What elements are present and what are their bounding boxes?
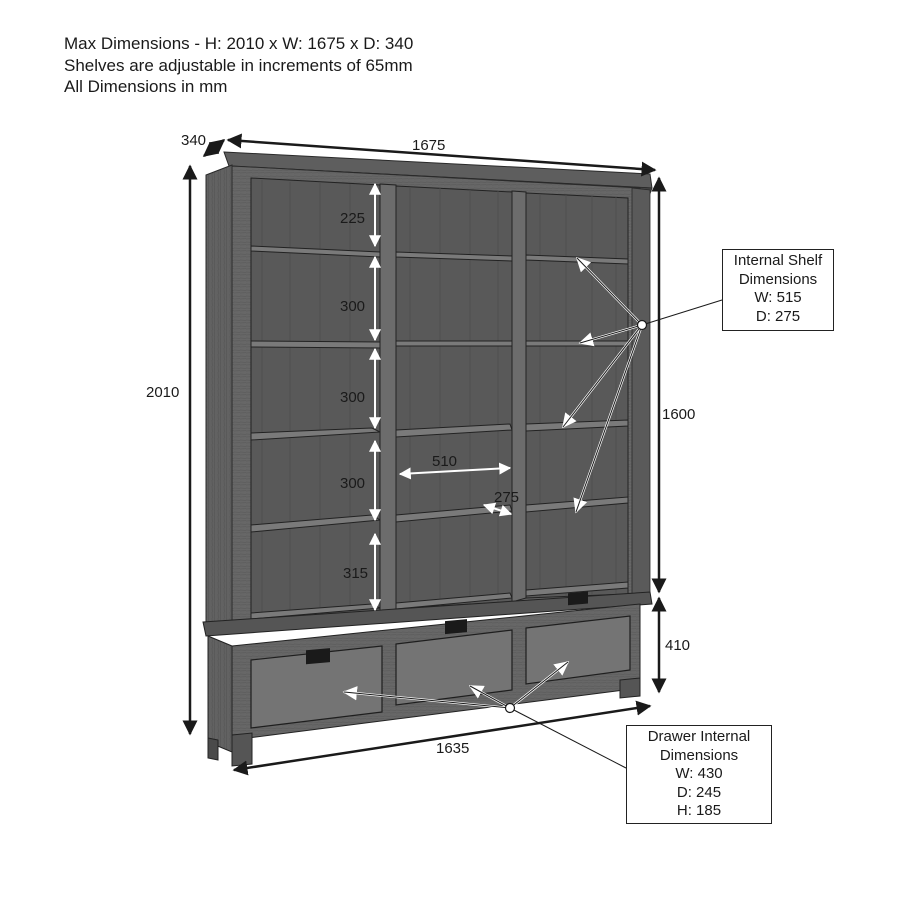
units-text: All Dimensions in mm — [64, 77, 228, 96]
base-left-side — [208, 636, 232, 752]
height-total-label: 2010 — [146, 384, 180, 401]
drawer-callout-leader — [510, 708, 626, 768]
drawer-callout-width: W: 430 — [675, 765, 723, 782]
gap1-label: 225 — [340, 210, 366, 227]
left-side-panel — [206, 165, 232, 625]
leg-front-left — [232, 733, 252, 766]
depth-line — [204, 140, 224, 156]
drawer-callout-depth: D: 245 — [676, 783, 722, 801]
width-base-label: 1635 — [436, 740, 470, 757]
bay-right — [526, 193, 628, 598]
drawer-callout-height: H: 185 — [676, 802, 722, 819]
drawer-callout-line1: Drawer Internal — [647, 728, 751, 745]
handle-right — [568, 592, 588, 606]
gap4-label: 300 — [340, 475, 366, 492]
handle-middle — [445, 619, 467, 634]
shelf-dimensions-callout — [722, 249, 834, 331]
shelves-adjustable-text: Shelves are adjustable in increments of 65mm — [64, 55, 413, 75]
max-dimensions-text: Max Dimensions - H: 2010 x W: 1675 x D: 340 — [64, 34, 414, 53]
gap5-label: 315 — [343, 565, 369, 582]
height-base-label: 410 — [665, 637, 691, 654]
inner-width-label: 510 — [432, 453, 458, 470]
leg-back-left — [208, 738, 218, 760]
width-top-label: 1675 — [412, 137, 446, 154]
inner-depth-label: 275 — [494, 489, 520, 506]
shelf-callout-line1: Internal Shelf — [733, 252, 823, 269]
drawer-leader-node — [506, 704, 515, 713]
shelf-callout-width: W: 515 — [754, 289, 802, 306]
gap3-label: 300 — [340, 389, 366, 406]
depth-label: 340 — [181, 132, 207, 149]
handle-left — [306, 648, 330, 664]
bay-middle — [396, 186, 512, 608]
divider-left — [380, 184, 396, 612]
shelf-leader-node — [638, 321, 647, 330]
divider-right — [512, 191, 526, 602]
shelf-callout-depth: D: 275 — [755, 307, 801, 325]
height-upper-label: 1600 — [662, 406, 696, 423]
shelf-callout-leader — [642, 300, 722, 325]
gap2-label: 300 — [340, 298, 366, 315]
drawer-callout-line2: Dimensions — [659, 746, 739, 764]
leg-front-right — [620, 678, 640, 698]
bookcase — [203, 152, 652, 766]
drawer-dimensions-callout — [626, 725, 772, 824]
shelf-callout-line2: Dimensions — [738, 270, 818, 288]
